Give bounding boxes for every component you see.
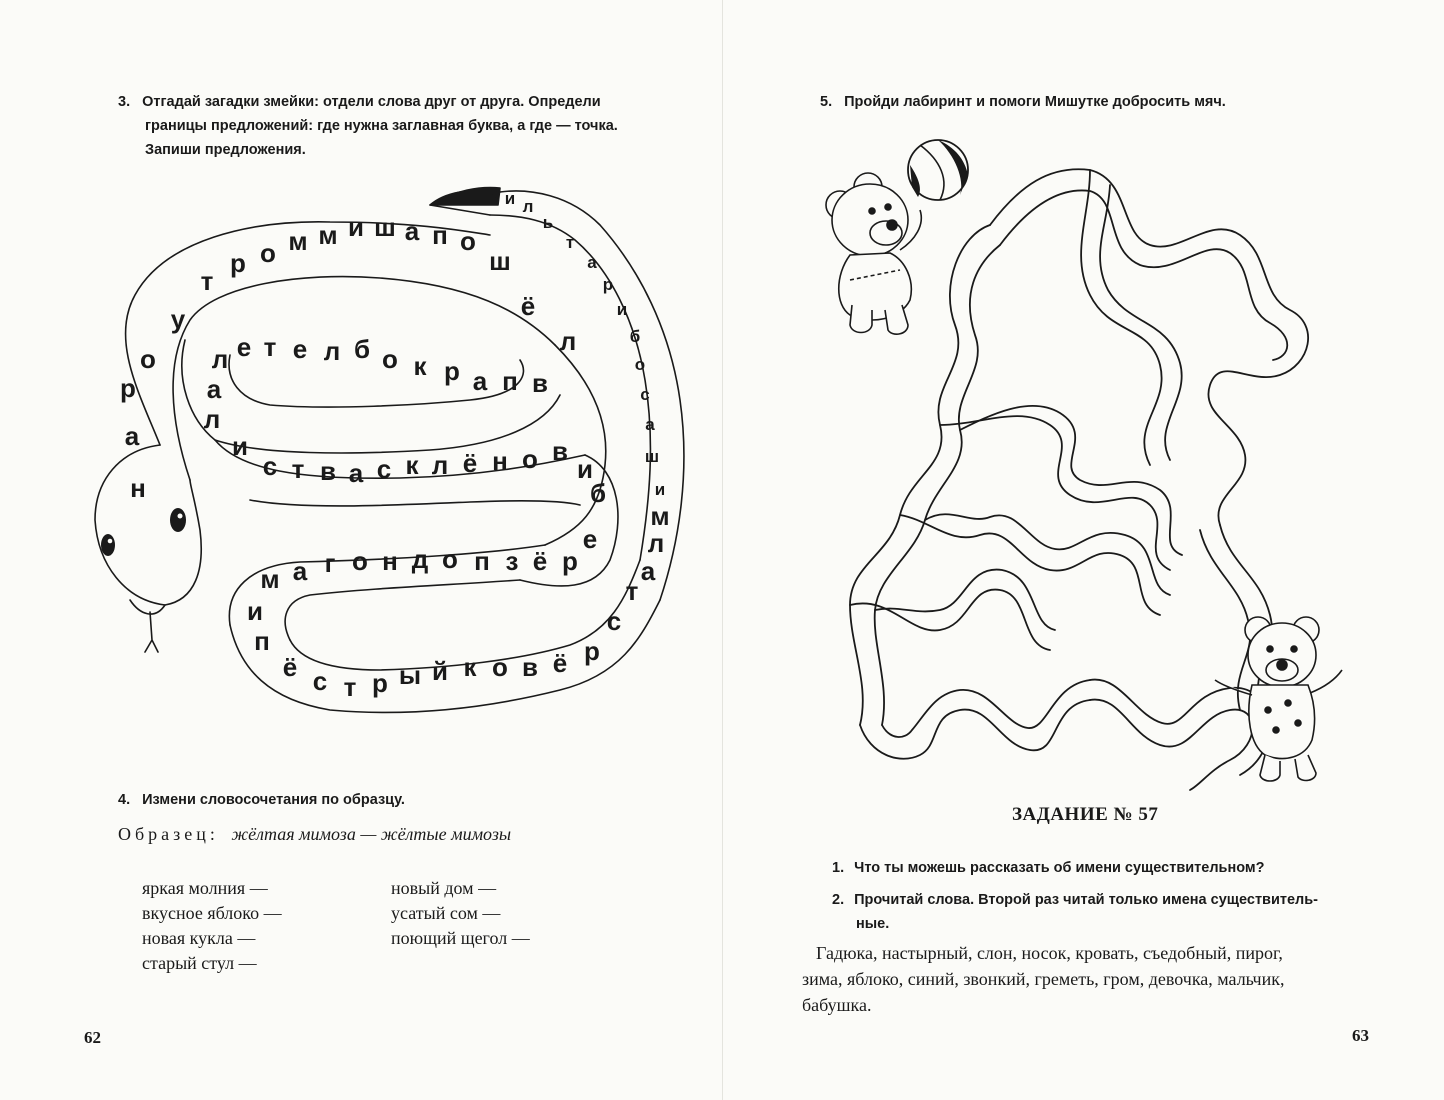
snake-letter: а <box>645 415 655 434</box>
snake-letter: б <box>629 327 641 346</box>
snake-letter: л <box>647 528 665 558</box>
snake-letter: р <box>584 636 600 666</box>
snake-letter: о <box>140 344 156 374</box>
snake-letter: у <box>170 304 186 334</box>
snake-letter: н <box>492 446 508 476</box>
question-2 <box>832 888 1402 936</box>
maze-paths <box>850 169 1308 790</box>
snake-head <box>95 445 201 605</box>
words-line1: Гадюка, настырный, слон, носок, кровать, съедобный, пирог, <box>816 943 1283 963</box>
task5-instruction <box>820 90 1226 114</box>
snake-letter: п <box>502 366 518 396</box>
sample-text: жёлтая мимоза — жёлтые мимозы <box>231 824 512 844</box>
task5-number: 5. <box>820 94 833 110</box>
phrase-item: поющий щегол — <box>391 928 530 948</box>
snake-letter: л <box>559 326 577 356</box>
snake-letter: г <box>324 548 336 578</box>
snake-letter: е <box>236 332 252 362</box>
snake-letter: а <box>124 421 140 451</box>
snake-letter: п <box>432 220 448 250</box>
snake-letter: р <box>562 546 578 576</box>
snake-letter: й <box>432 656 448 686</box>
snake-letter: л <box>431 450 449 480</box>
snake-letter: с <box>262 451 278 481</box>
snake-letter: л <box>522 197 534 216</box>
snake-letter: т <box>565 233 575 252</box>
snake-letter: с <box>640 385 650 404</box>
snake-letter: а <box>404 216 420 246</box>
snake-letter: р <box>444 356 460 386</box>
snake-letter: р <box>230 248 246 278</box>
task3-line3: Запиши предложения. <box>145 142 306 158</box>
snake-letter: о <box>634 355 646 374</box>
snake-letter: т <box>200 266 214 296</box>
snake-letter: п <box>254 626 270 656</box>
snake-letter: и <box>232 431 248 461</box>
snake-letter: т <box>343 672 357 702</box>
bear-top-icon <box>826 173 921 334</box>
snake-letter: с <box>606 606 622 636</box>
snake-letter: ё <box>282 652 298 682</box>
question-1 <box>832 856 1392 880</box>
snake-letter: ш <box>489 246 511 276</box>
snake-letter: с <box>489 185 499 204</box>
snake-letter: с <box>312 666 328 696</box>
phrase-item: яркая молния — <box>142 878 268 898</box>
snake-tongue <box>145 612 158 652</box>
snake-letter: н <box>382 546 398 576</box>
snake-letter: с <box>376 454 392 484</box>
snake-letter: в <box>522 652 538 682</box>
snake-letter: р <box>602 275 614 294</box>
task4-sample <box>118 824 511 845</box>
snake-letter: а <box>587 253 597 272</box>
task5-text: Пройди лабиринт и помоги Мишутке добросить мяч. <box>844 94 1226 110</box>
snake-letter: б <box>353 334 371 364</box>
snake-letter: а <box>206 374 222 404</box>
snake-letter: л <box>203 404 221 434</box>
ball-icon <box>908 140 968 200</box>
snake-letter: в <box>532 368 548 398</box>
snake-letter: н <box>130 473 146 503</box>
snake-letter: ы <box>398 660 422 690</box>
snake-letter: ш <box>374 212 396 242</box>
snake-letter: и <box>504 189 516 208</box>
q2-number: 2. <box>832 892 845 908</box>
snake-letter: ё <box>532 546 548 576</box>
snake-letter: л <box>323 336 341 366</box>
snake-letter: и <box>348 212 364 242</box>
snake-letter: а <box>640 556 656 586</box>
snake-letter: м <box>288 226 308 256</box>
snake-letter: а <box>472 366 488 396</box>
sample-label: Образец: <box>118 824 219 844</box>
snake-letter: м <box>650 501 670 531</box>
phrase-item: вкусное яблоко — <box>142 903 282 923</box>
snake-letter: и <box>247 596 263 626</box>
snake-letter: и <box>654 480 666 499</box>
snake-letter: о <box>460 226 476 256</box>
phrase-item: новая кукла — <box>142 928 256 948</box>
phrase-item: усатый сом — <box>391 903 501 923</box>
snake-letter: о <box>260 238 276 268</box>
snake-letter: т <box>625 576 639 606</box>
words-list <box>802 940 1402 1018</box>
snake-letter: к <box>405 450 419 480</box>
page-number-left: 62 <box>84 1028 101 1047</box>
phrase-item: новый дом — <box>391 878 497 898</box>
snake-letter: т <box>263 332 277 362</box>
snake-letter: р <box>120 373 136 403</box>
task3-number: 3. <box>118 94 131 110</box>
snake-letter: ш <box>644 447 660 466</box>
snake-letter: л <box>211 344 229 374</box>
snake-letter: п <box>474 546 490 576</box>
task4-instruction <box>118 788 405 812</box>
snake-letter: ё <box>520 291 536 321</box>
task3-line2: границы предложений: где нужна заглавная буква, а где — точка. <box>145 118 618 134</box>
snake-letter: к <box>413 351 427 381</box>
page-number-right: 63 <box>1352 1026 1369 1045</box>
snake-letter: ё <box>462 448 478 478</box>
task3-instruction <box>118 90 698 162</box>
snake-letter: о <box>442 544 458 574</box>
q1-number: 1. <box>832 860 845 876</box>
book-spine <box>722 0 723 1100</box>
snake-letter: р <box>372 668 388 698</box>
snake-letter: м <box>318 220 338 250</box>
snake-letter: к <box>463 652 477 682</box>
q1-text: Что ты можешь рассказать об имени существительном? <box>854 860 1265 876</box>
snake-letter: о <box>352 546 368 576</box>
snake-letter: ь <box>542 213 554 232</box>
snake-letter: в <box>552 436 568 466</box>
snake-eye-right <box>170 508 186 532</box>
snake-letter: о <box>382 344 398 374</box>
snake-puzzle <box>0 160 722 760</box>
snake-letter: а <box>348 458 364 488</box>
snake-letter: д <box>411 544 429 574</box>
words-line3: бабушка. <box>802 995 872 1015</box>
phrase-item: старый стул — <box>142 953 257 973</box>
snake-letter: м <box>260 564 280 594</box>
maze-illustration <box>790 125 1390 805</box>
phrases-col1 <box>142 876 282 976</box>
snake-letter: и <box>616 300 628 319</box>
snake-letter: ё <box>552 648 568 678</box>
words-line2: зима, яблоко, синий, звонкий, греметь, гром, девочка, мальчик, <box>802 969 1285 989</box>
q2-line2: ные. <box>856 916 890 932</box>
bear-bottom-icon <box>1215 617 1342 781</box>
snake-letter: о <box>492 652 508 682</box>
snake-letter: т <box>291 454 305 484</box>
phrases-col2 <box>391 876 530 951</box>
snake-letter: и <box>577 454 593 484</box>
task3-line1: Отгадай загадки змейки: отдели слова друг от друга. Определи <box>142 94 601 110</box>
snake-letter: о <box>522 444 538 474</box>
assignment-title: ЗАДАНИЕ № 57 <box>1012 804 1159 825</box>
snake-letter: б <box>589 478 607 508</box>
task4-text: Измени словосочетания по образцу. <box>142 792 405 808</box>
task4-number: 4. <box>118 792 131 808</box>
q2-line1: Прочитай слова. Второй раз читай только имена существитель- <box>854 892 1318 908</box>
snake-letter: а <box>292 556 308 586</box>
snake-letter: е <box>582 524 598 554</box>
snake-letter: з <box>505 546 519 576</box>
snake-letter: в <box>320 456 336 486</box>
snake-letter: е <box>292 334 308 364</box>
snake-eye-left <box>101 534 115 556</box>
